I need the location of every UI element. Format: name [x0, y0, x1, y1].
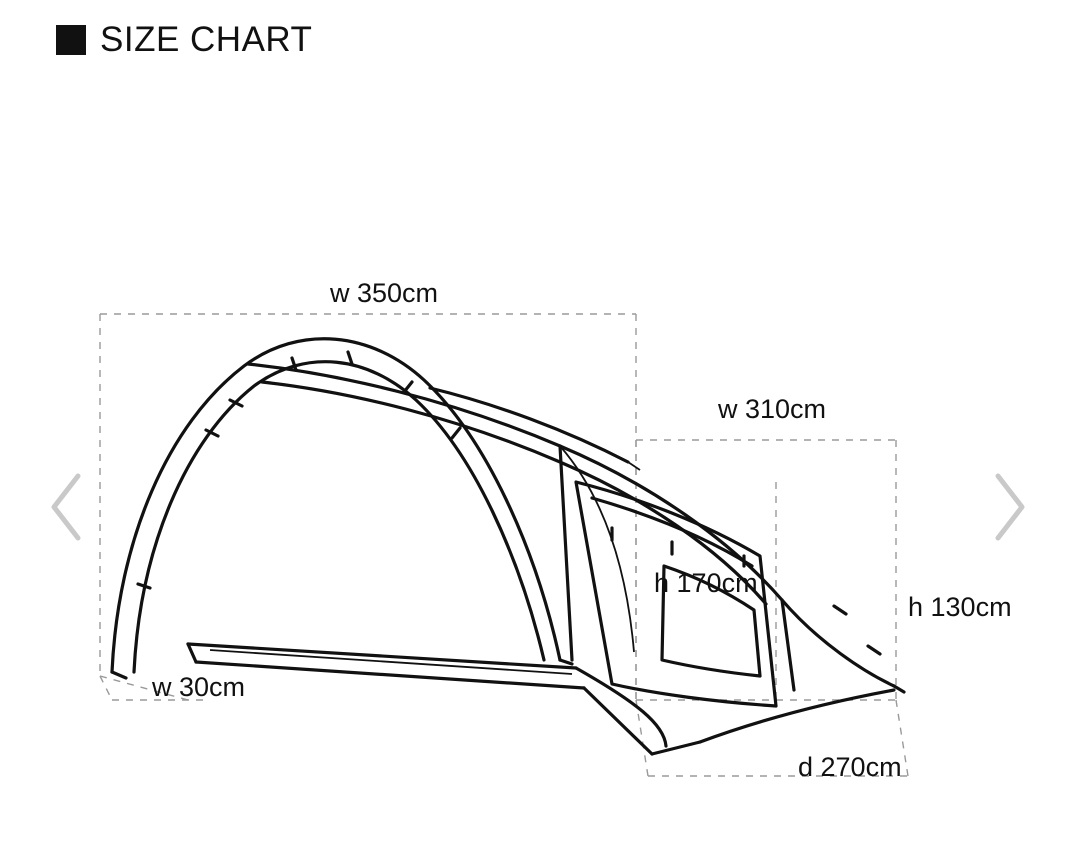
- dimension-label-d270: d 270cm: [798, 752, 902, 782]
- dimension-label-h170: h 170cm: [654, 568, 758, 598]
- dimension-label-w310: w 310cm: [718, 394, 827, 424]
- dimension-label-h130: h 130cm: [908, 592, 1012, 622]
- dimension-label-w350: w 350cm: [330, 278, 439, 308]
- page-title: SIZE CHART: [100, 20, 313, 59]
- guide-lines: [100, 314, 908, 776]
- tent-detail-lines: [210, 446, 640, 674]
- chevron-left-icon[interactable]: [44, 470, 90, 544]
- chevron-right-icon[interactable]: [986, 470, 1032, 544]
- dimension-label-w30: w 30cm: [152, 672, 246, 702]
